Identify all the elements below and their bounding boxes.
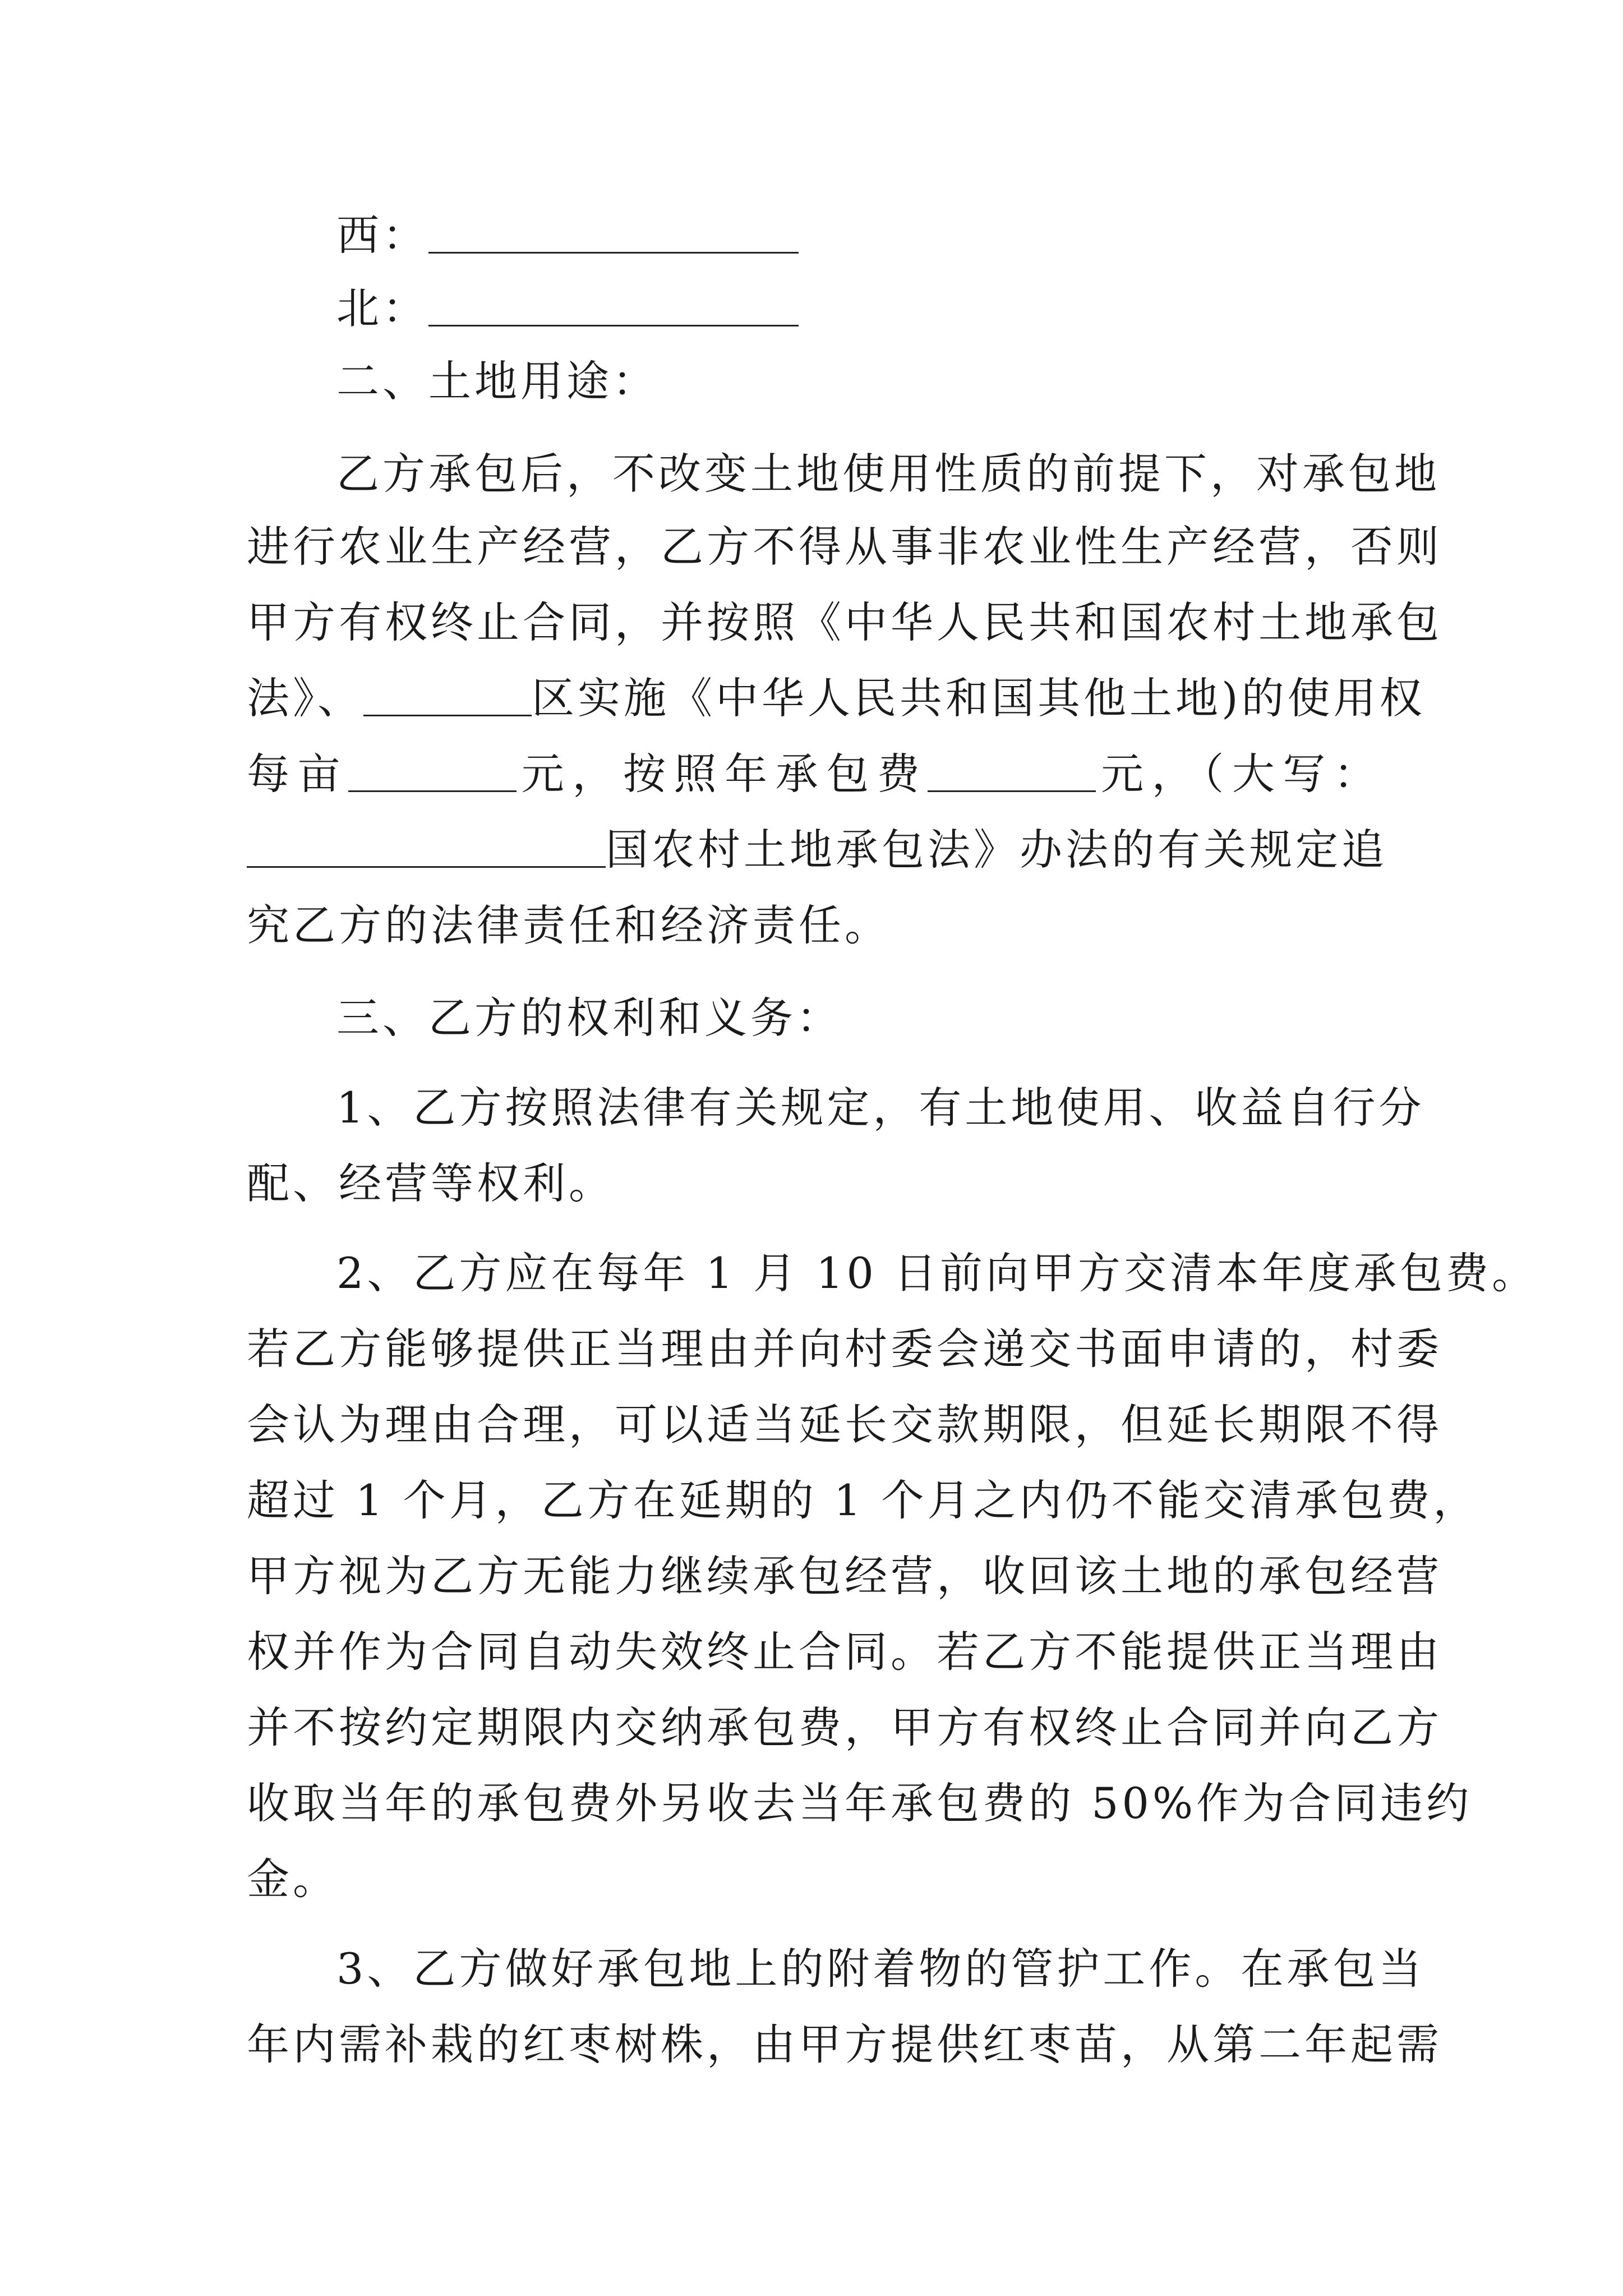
boundary-west-label: 西： (336, 210, 428, 260)
paragraph-line: 收取当年的承包费外另收去当年承包费的 50%作为合同违约 (247, 1778, 1473, 1828)
paragraph-line: 若乙方能够提供正当理由并向村委会递交书面申请的，村委 (247, 1324, 1442, 1374)
text-segment: 区实施《中华人民共和国其他土地)的使用权 (532, 673, 1426, 723)
section-heading: 二、土地用途： (336, 356, 658, 406)
text-segment: 元，（大写： (1096, 749, 1380, 799)
paragraph-line: 甲方有权终止合同，并按照《中华人民共和国农村土地承包 (247, 597, 1442, 647)
paragraph-line: 甲方视为乙方无能力继续承包经营，收回该土地的承包经营 (247, 1551, 1442, 1601)
blank-underline (428, 216, 799, 254)
section-heading: 三、乙方的权利和义务： (336, 993, 842, 1043)
paragraph-line (247, 735, 1380, 813)
boundary-north-line (336, 269, 1380, 348)
paragraph-line: 3、乙方做好承包地上的附着物的管护工作。在承包当 (336, 1944, 1425, 1994)
paragraph-line: 年内需补栽的红枣树株，由甲方提供红枣苗，从第二年起需 (247, 2019, 1442, 2069)
blank-underline (428, 289, 799, 326)
boundary-north-label: 北： (336, 283, 428, 333)
paragraph-line: 并不按约定期限内交纳承包费，甲方有权终止合同并向乙方 (247, 1703, 1442, 1752)
blank-underline (363, 679, 532, 716)
paragraph-line (247, 811, 1387, 889)
paragraph-line: 进行农业生产经营，乙方不得从事非农业性生产经营，否则 (247, 522, 1442, 572)
paragraph-line: 会认为理由合理，可以适当延长交款期限，但延长期限不得 (247, 1400, 1442, 1450)
paragraph-line: 配、经营等权利。 (247, 1158, 615, 1208)
paragraph-line: 1、乙方按照法律有关规定，有土地使用、收益自行分 (336, 1083, 1425, 1133)
paragraph-line: 权并作为合同自动失效终止合同。若乙方不能提供正当理由 (247, 1627, 1442, 1677)
text-segment: 法》、 (247, 673, 363, 723)
paragraph-line: 乙方承包后，不改变土地使用性质的前提下，对承包地 (336, 449, 1440, 499)
paragraph-line: 究乙方的法律责任和经济责任。 (247, 900, 891, 950)
text-segment: 国农村土地承包法》办法的有关规定追 (606, 825, 1387, 875)
paragraph-line: 超过 1 个月，乙方在延期的 1 个月之内仍不能交清承包费， (247, 1475, 1479, 1525)
text-segment: 每亩 (247, 749, 349, 799)
paragraph-line: 金。 (247, 1854, 339, 1904)
text-segment: 元，按照年承包费 (517, 749, 928, 799)
boundary-west-line (336, 196, 1380, 275)
blank-underline (247, 830, 606, 868)
blank-underline (348, 754, 517, 792)
paragraph-line (247, 659, 1426, 738)
paragraph-line: 2、乙方应在每年 1 月 10 日前向甲方交清本年度承包费。 (336, 1248, 1538, 1298)
blank-underline (928, 754, 1096, 792)
